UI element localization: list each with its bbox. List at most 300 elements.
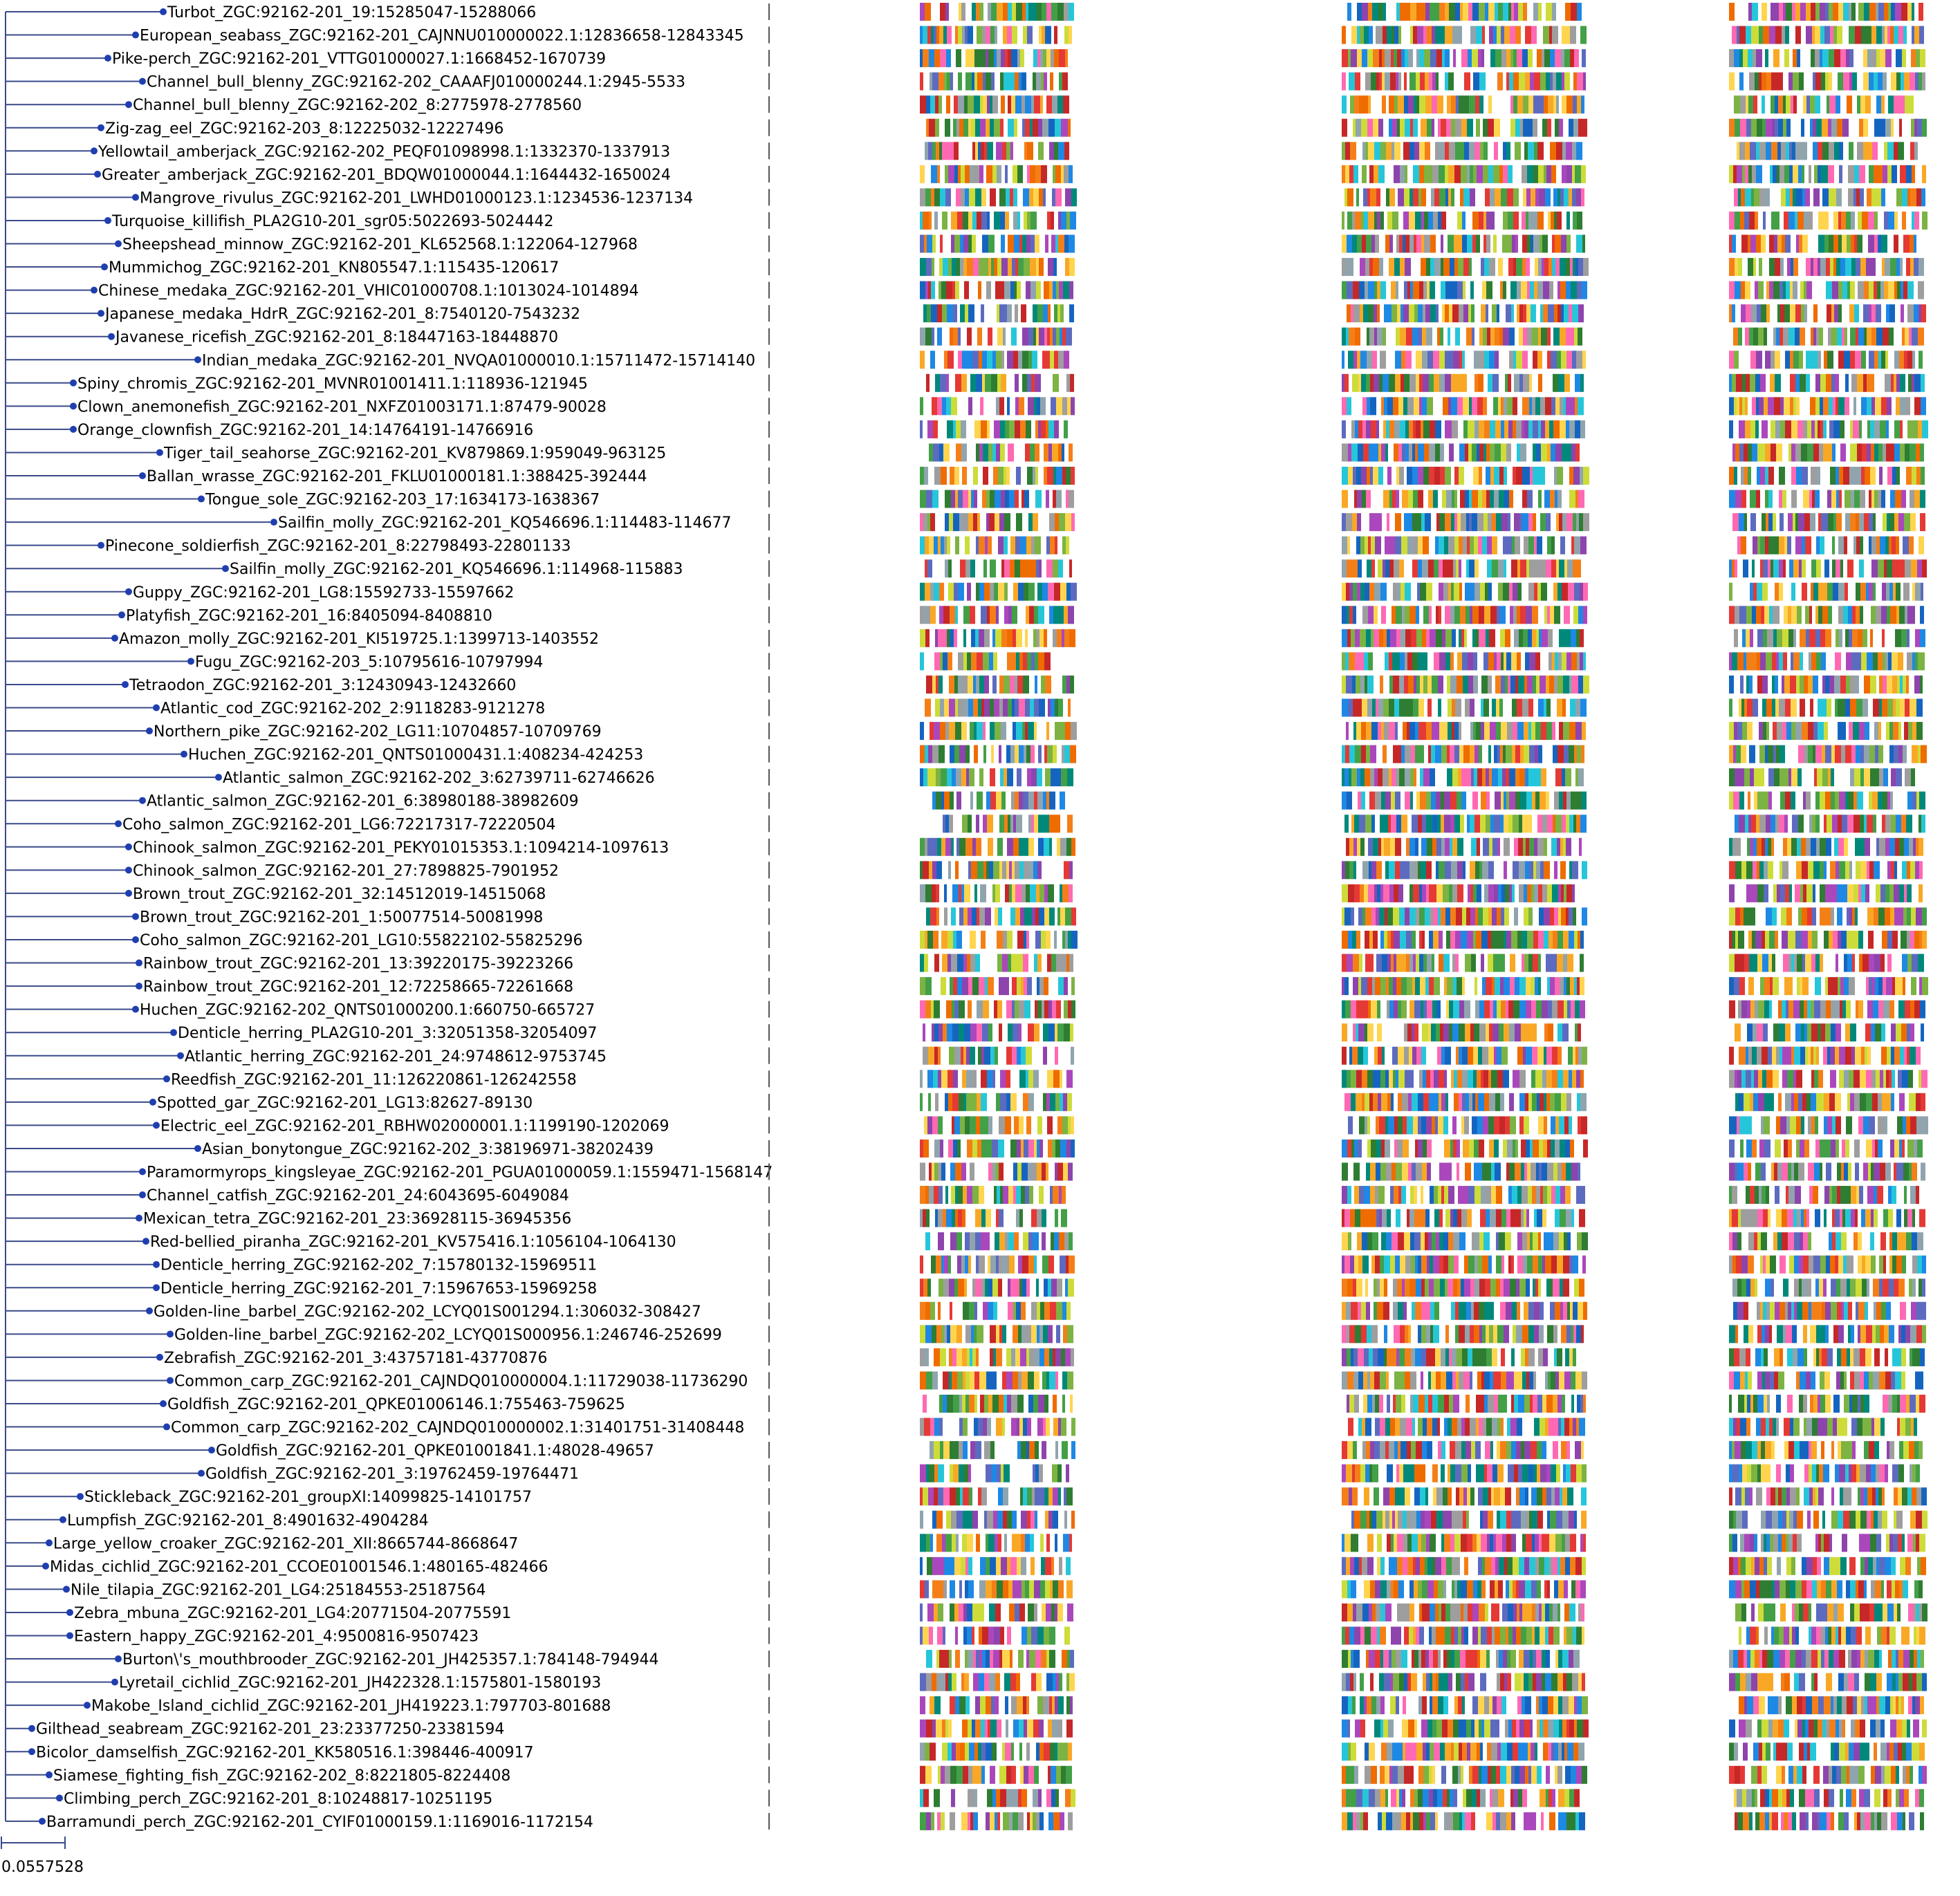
- alignment-cell: [1533, 235, 1540, 253]
- leaf-label: Coho_salmon_ZGC:92162-201_LG6:72217317-72220504: [122, 816, 556, 834]
- alignment-cell: [1055, 165, 1061, 183]
- leaf-node[interactable]: [66, 1633, 73, 1639]
- alignment-cell: [1467, 165, 1470, 183]
- leaf-node[interactable]: [198, 496, 205, 503]
- alignment-cell: [1529, 374, 1532, 392]
- alignment-cell: [1768, 861, 1773, 879]
- alignment-cell: [1577, 559, 1581, 577]
- alignment-cell: [1854, 304, 1859, 322]
- alignment-cell: [1394, 699, 1399, 717]
- leaf-node[interactable]: [132, 32, 139, 39]
- leaf-node[interactable]: [59, 1516, 66, 1523]
- leaf-label: Tetraodon_ZGC:92162-201_3:12430943-12432660: [129, 676, 517, 694]
- leaf-node[interactable]: [132, 1006, 139, 1013]
- alignment-cell: [1541, 583, 1547, 601]
- alignment-cell: [1378, 443, 1381, 461]
- alignment-cell: [1759, 745, 1765, 763]
- alignment-cell: [1838, 722, 1843, 740]
- alignment-cell: [1037, 977, 1039, 995]
- leaf-node[interactable]: [153, 1261, 160, 1268]
- alignment-cell: [1739, 49, 1743, 67]
- alignment-cell: [1468, 49, 1472, 67]
- alignment-cell: [1833, 931, 1838, 949]
- leaf-node[interactable]: [28, 1725, 35, 1732]
- leaf-node[interactable]: [153, 1122, 160, 1128]
- alignment-cell: [1508, 165, 1513, 183]
- alignment-cell: [1401, 351, 1405, 369]
- alignment-cell: [1353, 722, 1356, 740]
- alignment-cell: [1810, 95, 1815, 113]
- alignment-cell: [1400, 629, 1405, 647]
- alignment-cell: [924, 467, 928, 485]
- alignment-cell: [1792, 3, 1795, 21]
- alignment-cell: [1061, 165, 1064, 183]
- alignment-cell: [971, 652, 977, 670]
- alignment-cell: [989, 861, 993, 879]
- alignment-cell: [1912, 165, 1915, 183]
- leaf-node[interactable]: [70, 426, 77, 433]
- alignment-cell: [1381, 606, 1386, 624]
- leaf-node[interactable]: [28, 1748, 35, 1755]
- alignment-cell: [1802, 235, 1808, 253]
- alignment-cell: [1903, 281, 1907, 299]
- alignment-cell: [1342, 374, 1344, 392]
- alignment-cell: [1383, 559, 1385, 577]
- alignment-cell: [1750, 583, 1753, 601]
- alignment-cell: [977, 652, 983, 670]
- leaf-node[interactable]: [139, 797, 146, 804]
- alignment-cell: [1400, 420, 1405, 438]
- leaf-node[interactable]: [125, 588, 132, 595]
- alignment-cell: [1745, 165, 1748, 183]
- alignment-cell: [1062, 629, 1064, 647]
- alignment-cell: [1745, 281, 1750, 299]
- alignment-cell: [1004, 559, 1010, 577]
- alignment-cell: [1389, 420, 1394, 438]
- alignment-cell: [1735, 490, 1741, 508]
- alignment-cell: [1538, 884, 1542, 902]
- alignment-cell: [1071, 907, 1076, 925]
- alignment-cell: [1342, 606, 1347, 624]
- alignment-cell: [1885, 884, 1889, 902]
- leaf-node[interactable]: [115, 1655, 122, 1662]
- alignment-cell: [1372, 3, 1378, 21]
- alignment-cell: [1519, 884, 1524, 902]
- leaf-node[interactable]: [66, 1609, 73, 1616]
- leaf-node[interactable]: [177, 1052, 184, 1059]
- alignment-cell: [1006, 467, 1010, 485]
- alignment-cell: [964, 374, 967, 392]
- alignment-cell: [1454, 537, 1459, 555]
- alignment-cell: [1784, 676, 1790, 694]
- alignment-cell: [1455, 931, 1461, 949]
- leaf-node[interactable]: [115, 241, 122, 248]
- alignment-cell: [1882, 815, 1885, 833]
- alignment-cell: [1430, 907, 1433, 925]
- alignment-cell: [1869, 490, 1871, 508]
- leaf-node[interactable]: [118, 611, 125, 618]
- leaf-node[interactable]: [101, 263, 108, 270]
- leaf-node[interactable]: [46, 1772, 53, 1778]
- alignment-cell: [1037, 861, 1042, 879]
- leaf-node[interactable]: [125, 844, 132, 851]
- leaf-node[interactable]: [70, 402, 77, 409]
- alignment-cell: [1798, 165, 1802, 183]
- alignment-cell: [972, 73, 974, 91]
- alignment-cell: [1378, 3, 1383, 21]
- leaf-node[interactable]: [111, 1679, 118, 1686]
- alignment-cell: [1797, 977, 1800, 995]
- alignment-cell: [1818, 351, 1821, 369]
- alignment-cell: [1729, 559, 1732, 577]
- leaf-label: Nile_tilapia_ZGC:92162-201_LG4:25184553-25187564: [71, 1581, 486, 1599]
- alignment-cell: [1816, 328, 1819, 346]
- alignment-cell: [1857, 142, 1863, 160]
- alignment-cell: [986, 792, 990, 810]
- alignment-cell: [1344, 374, 1349, 392]
- leaf-node[interactable]: [167, 1377, 174, 1384]
- leaf-node[interactable]: [142, 1238, 149, 1245]
- alignment-cell: [1375, 537, 1381, 555]
- alignment-cell: [987, 212, 990, 230]
- leaf-node[interactable]: [198, 1470, 205, 1477]
- alignment-cell: [1511, 931, 1517, 949]
- leaf-node[interactable]: [139, 78, 146, 85]
- alignment-cell: [1572, 142, 1576, 160]
- alignment-cell: [950, 328, 953, 346]
- leaf-node[interactable]: [39, 1818, 46, 1825]
- leaf-node[interactable]: [222, 565, 229, 572]
- leaf-node[interactable]: [91, 287, 98, 294]
- alignment-cell: [1527, 165, 1533, 183]
- alignment-cell: [1851, 374, 1857, 392]
- alignment-cell: [934, 954, 939, 972]
- leaf-node[interactable]: [194, 1145, 201, 1152]
- alignment-cell: [1772, 119, 1775, 137]
- alignment-cell: [1054, 351, 1058, 369]
- alignment-cell: [949, 676, 954, 694]
- alignment-cell: [1396, 977, 1401, 995]
- alignment-cell: [1901, 281, 1903, 299]
- alignment-cell: [1395, 513, 1401, 531]
- alignment-cell: [1836, 188, 1842, 206]
- alignment-cell: [1583, 467, 1589, 485]
- alignment-cell: [954, 165, 958, 183]
- alignment-cell: [1012, 26, 1017, 44]
- alignment-cell: [932, 258, 934, 276]
- alignment-cell: [1459, 467, 1464, 485]
- alignment-cell: [1574, 931, 1578, 949]
- leaf-node[interactable]: [98, 124, 104, 131]
- alignment-cell: [1739, 443, 1744, 461]
- leaf-node[interactable]: [46, 1539, 53, 1546]
- leaf-node[interactable]: [91, 147, 98, 154]
- alignment-cell: [956, 188, 961, 206]
- alignment-cell: [1797, 49, 1800, 67]
- alignment-cell: [1762, 513, 1766, 531]
- alignment-cell: [973, 699, 978, 717]
- alignment-cell: [1534, 142, 1537, 160]
- alignment-cell: [1412, 443, 1415, 461]
- alignment-cell: [1381, 838, 1384, 856]
- alignment-cell: [1849, 907, 1852, 925]
- leaf-node[interactable]: [136, 960, 142, 967]
- alignment-cell: [1468, 652, 1473, 670]
- alignment-cell: [1791, 258, 1793, 276]
- alignment-cell: [1500, 745, 1503, 763]
- alignment-cell: [1850, 443, 1854, 461]
- alignment-cell: [1893, 699, 1896, 717]
- alignment-cell: [1021, 304, 1026, 322]
- leaf-node[interactable]: [122, 681, 129, 688]
- alignment-cell: [1802, 188, 1805, 206]
- alignment-cell: [1032, 351, 1037, 369]
- alignment-cell: [1537, 142, 1544, 160]
- alignment-cell: [973, 513, 977, 531]
- alignment-cell: [932, 676, 936, 694]
- alignment-cell: [1424, 165, 1427, 183]
- alignment-cell: [1483, 328, 1487, 346]
- alignment-cell: [1034, 699, 1039, 717]
- alignment-cell: [929, 212, 932, 230]
- alignment-cell: [978, 699, 981, 717]
- leaf-node[interactable]: [77, 1493, 84, 1500]
- alignment-cell: [1812, 351, 1818, 369]
- alignment-cell: [925, 142, 928, 160]
- alignment-cell: [1425, 142, 1430, 160]
- alignment-cell: [1756, 397, 1759, 415]
- alignment-cell: [1836, 467, 1839, 485]
- leaf-node[interactable]: [132, 936, 139, 943]
- leaf-node[interactable]: [181, 751, 187, 758]
- alignment-cell: [1838, 281, 1842, 299]
- alignment-cell: [1829, 49, 1834, 67]
- leaf-node[interactable]: [125, 101, 132, 108]
- alignment-cell: [1365, 815, 1371, 833]
- alignment-cell: [1779, 815, 1784, 833]
- alignment-cell: [1886, 304, 1889, 322]
- alignment-cell: [1766, 652, 1772, 670]
- alignment-cell: [1795, 26, 1801, 44]
- alignment-cell: [1753, 583, 1757, 601]
- leaf-node[interactable]: [115, 820, 122, 827]
- leaf-node[interactable]: [163, 1075, 170, 1082]
- alignment-cell: [1401, 977, 1407, 995]
- leaf-node[interactable]: [125, 890, 132, 897]
- leaf-node[interactable]: [208, 1447, 215, 1453]
- alignment-cell: [1008, 699, 1012, 717]
- leaf-node[interactable]: [160, 8, 167, 15]
- alignment-cell: [1895, 490, 1901, 508]
- alignment-cell: [997, 838, 1003, 856]
- leaf-node[interactable]: [194, 356, 201, 363]
- alignment-cell: [1348, 443, 1351, 461]
- alignment-cell: [1822, 745, 1825, 763]
- alignment-cell: [1504, 467, 1507, 485]
- leaf-node[interactable]: [108, 333, 115, 340]
- alignment-cell: [1536, 443, 1541, 461]
- alignment-cell: [1863, 374, 1867, 392]
- alignment-cell: [1387, 26, 1392, 44]
- alignment-cell: [1922, 212, 1927, 230]
- alignment-cell: [1509, 884, 1512, 902]
- leaf-node[interactable]: [42, 1563, 49, 1570]
- alignment-cell: [1914, 397, 1921, 415]
- alignment-cell: [1793, 49, 1797, 67]
- leaf-node[interactable]: [153, 705, 160, 712]
- alignment-cell: [1037, 768, 1042, 786]
- leaf-node[interactable]: [146, 727, 153, 734]
- leaf-node[interactable]: [170, 1029, 177, 1036]
- alignment-cell: [1488, 165, 1493, 183]
- alignment-cell: [1487, 328, 1490, 346]
- alignment-cell: [1582, 351, 1586, 369]
- leaf-node[interactable]: [136, 983, 142, 989]
- leaf-node[interactable]: [139, 1169, 146, 1175]
- leaf-node[interactable]: [125, 866, 132, 873]
- alignment-cell: [1878, 235, 1881, 253]
- alignment-cell: [1483, 165, 1488, 183]
- alignment-cell: [1404, 699, 1407, 717]
- alignment-cell: [1894, 95, 1900, 113]
- alignment-cell: [939, 142, 942, 160]
- alignment-cell: [920, 281, 925, 299]
- alignment-cell: [1486, 977, 1492, 995]
- alignment-cell: [1898, 513, 1904, 531]
- alignment-cell: [1423, 676, 1427, 694]
- alignment-cell: [1503, 3, 1508, 21]
- alignment-cell: [1025, 722, 1028, 740]
- alignment-cell: [1461, 768, 1468, 786]
- leaf-node[interactable]: [84, 1702, 91, 1709]
- alignment-cell: [1427, 397, 1433, 415]
- alignment-cell: [943, 606, 950, 624]
- alignment-cell: [1445, 652, 1450, 670]
- leaf-node[interactable]: [94, 171, 101, 178]
- alignment-cell: [1841, 931, 1847, 949]
- alignment-cell: [1057, 838, 1060, 856]
- leaf-node[interactable]: [146, 1308, 153, 1314]
- leaf-node[interactable]: [104, 217, 111, 224]
- alignment-cell: [1537, 537, 1542, 555]
- leaf-node[interactable]: [136, 1215, 142, 1222]
- alignment-cell: [1815, 977, 1821, 995]
- alignment-cell: [1409, 73, 1416, 91]
- leaf-node[interactable]: [56, 1794, 63, 1801]
- leaf-node[interactable]: [70, 380, 77, 387]
- alignment-cell: [1510, 119, 1515, 137]
- leaf-node[interactable]: [167, 1330, 174, 1337]
- alignment-cell: [1470, 26, 1476, 44]
- alignment-cell: [1389, 537, 1395, 555]
- alignment-cell: [1807, 420, 1811, 438]
- leaf-node[interactable]: [270, 519, 277, 526]
- leaf-node[interactable]: [111, 635, 118, 642]
- leaf-node[interactable]: [163, 1424, 170, 1431]
- alignment-cell: [1492, 374, 1499, 392]
- alignment-cell: [1555, 119, 1559, 137]
- alignment-cell: [979, 443, 983, 461]
- leaf-label: Chinese_medaka_ZGC:92162-201_VHIC01000708.1:1013024-1014894: [98, 282, 639, 300]
- alignment-cell: [1498, 3, 1503, 21]
- alignment-cell: [932, 861, 936, 879]
- alignment-cell: [1854, 165, 1859, 183]
- leaf-node[interactable]: [98, 542, 104, 549]
- alignment-cell: [1395, 374, 1400, 392]
- alignment-cell: [1838, 838, 1844, 856]
- alignment-cell: [1517, 931, 1522, 949]
- alignment-cell: [1022, 374, 1027, 392]
- alignment-cell: [1421, 513, 1425, 531]
- leaf-node[interactable]: [149, 1099, 156, 1106]
- alignment-cell: [1739, 73, 1744, 91]
- alignment-cell: [1027, 374, 1031, 392]
- alignment-cell: [1362, 606, 1368, 624]
- leaf-node[interactable]: [132, 194, 139, 201]
- leaf-labels: [36, 4, 773, 1831]
- alignment-cell: [1790, 351, 1793, 369]
- alignment-cell: [1431, 745, 1435, 763]
- alignment-cell: [1845, 792, 1848, 810]
- alignment-cell: [1860, 188, 1864, 206]
- alignment-cell: [1413, 165, 1419, 183]
- alignment-cell: [1818, 722, 1824, 740]
- alignment-cell: [1483, 907, 1488, 925]
- alignment-cell: [1362, 49, 1367, 67]
- alignment-cell: [1039, 328, 1044, 346]
- alignment-cell: [1910, 73, 1915, 91]
- leaf-node[interactable]: [139, 1191, 146, 1198]
- alignment-cell: [1527, 328, 1532, 346]
- leaf-node[interactable]: [63, 1586, 70, 1592]
- alignment-cell: [1535, 977, 1538, 995]
- alignment-cell: [1421, 3, 1425, 21]
- alignment-cell: [1069, 861, 1073, 879]
- leaf-node[interactable]: [153, 1284, 160, 1291]
- alignment-cell: [1414, 142, 1419, 160]
- alignment-cell: [945, 119, 950, 137]
- leaf-node[interactable]: [104, 55, 111, 62]
- alignment-cell: [1039, 977, 1044, 995]
- alignment-cell: [1402, 606, 1405, 624]
- leaf-node[interactable]: [139, 472, 146, 479]
- alignment-cell: [1044, 838, 1049, 856]
- leaf-node[interactable]: [160, 1400, 167, 1407]
- alignment-cell: [962, 676, 968, 694]
- alignment-cell: [1860, 537, 1863, 555]
- leaf-node[interactable]: [156, 449, 163, 456]
- leaf-node[interactable]: [215, 774, 222, 781]
- alignment-cell: [1060, 328, 1062, 346]
- alignment-cell: [962, 26, 965, 44]
- alignment-cell: [931, 188, 934, 206]
- leaf-node[interactable]: [132, 913, 139, 920]
- alignment-cell: [942, 212, 947, 230]
- alignment-cell: [1582, 792, 1587, 810]
- leaf-node[interactable]: [156, 1354, 163, 1361]
- alignment-cell: [1515, 26, 1521, 44]
- alignment-cell: [1748, 931, 1752, 949]
- alignment-cell: [1802, 559, 1806, 577]
- leaf-node[interactable]: [187, 658, 194, 664]
- alignment-cell: [963, 606, 970, 624]
- leaf-label: Javanese_ricefish_ZGC:92162-201_8:18447163-18448870: [115, 328, 559, 346]
- alignment-cell: [1482, 490, 1486, 508]
- leaf-node[interactable]: [98, 310, 104, 317]
- alignment-cell: [1759, 815, 1766, 833]
- leaf-label: Red-bellied_piranha_ZGC:92162-201_KV575416.1:1056104-1064130: [150, 1234, 676, 1252]
- alignment-cell: [1842, 328, 1845, 346]
